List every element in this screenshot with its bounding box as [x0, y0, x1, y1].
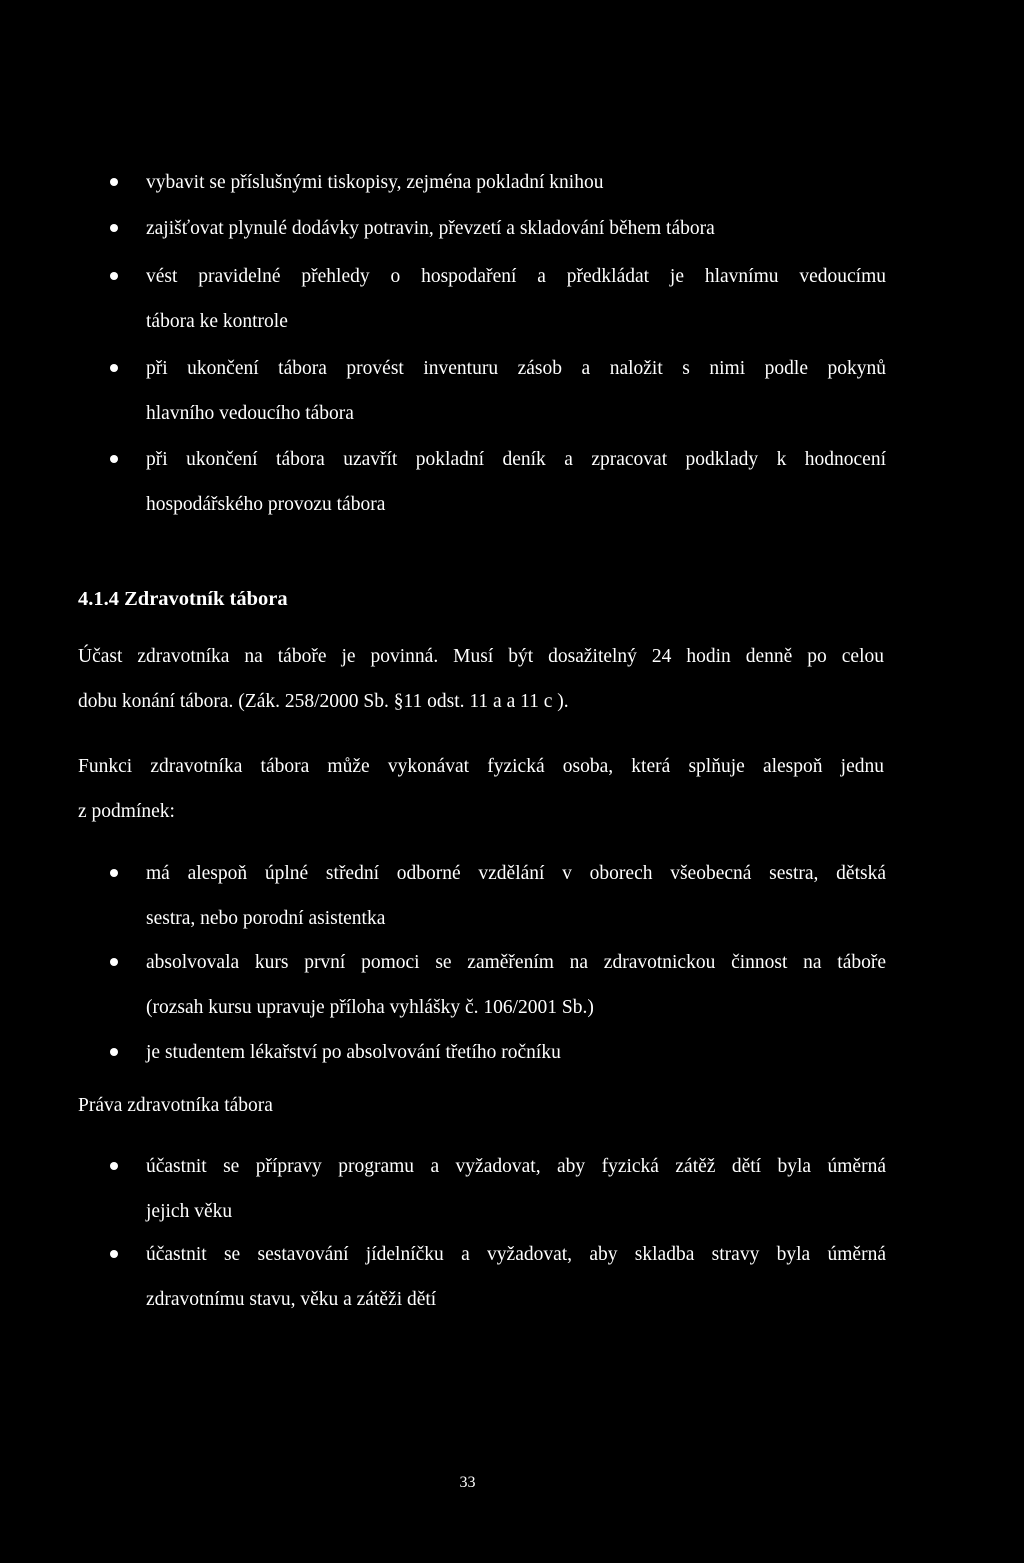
list-item-text: [146, 160, 886, 205]
list-item-text: [146, 206, 886, 251]
list-item-text: [146, 346, 886, 436]
list-item-line: vybavit se příslušnými tiskopisy, zejména pokladní knihou: [146, 172, 604, 193]
list-item-line: má alespoň úplné střední odborné vzdělání v oborech všeobecná sestra, dětská: [146, 863, 886, 884]
list-item-line: jejich věku: [146, 1201, 233, 1222]
list-item-line: absolvovala kurs první pomoci se zaměřením na zdravotnickou činnost na táboře: [146, 952, 886, 973]
list-item-line: je studentem lékařství po absolvování třetího ročníku: [146, 1042, 561, 1063]
paragraph-line: Funkci zdravotníka tábora může vykonávat fyzická osoba, která splňuje alespoň jednu: [78, 756, 884, 777]
list-item-text: [146, 254, 886, 344]
list-item-text: [146, 437, 886, 527]
bullet-dot: [110, 272, 118, 280]
bullet-dot: [110, 224, 118, 232]
paragraph-line: Účast zdravotníka na táboře je povinná. Musí být dosažitelný 24 hodin denně po celou: [78, 646, 884, 667]
bullet-dot: [110, 869, 118, 877]
list-item-line: sestra, nebo porodní asistentka: [146, 908, 386, 929]
bullet-dot: [110, 1048, 118, 1056]
list-item-line: tábora ke kontrole: [146, 311, 288, 332]
list-item-text: [146, 1232, 886, 1322]
list-item-text: [146, 1030, 886, 1075]
bullet-dot: [110, 958, 118, 966]
rights-heading: Práva zdravotníka tábora: [78, 1095, 273, 1116]
list-item-line: vést pravidelné přehledy o hospodaření a předkládat je hlavnímu vedoucímu: [146, 266, 886, 287]
bullet-dot: [110, 1162, 118, 1170]
paragraph-line: z podmínek:: [78, 801, 175, 822]
bullet-dot: [110, 455, 118, 463]
page-number: 33: [459, 1474, 476, 1491]
bullet-dot: [110, 178, 118, 186]
list-item-line: hlavního vedoucího tábora: [146, 403, 354, 424]
list-item-line: při ukončení tábora uzavřít pokladní deník a zpracovat podklady k hodnocení: [146, 449, 886, 470]
list-item-line: při ukončení tábora provést inventuru zásob a naložit s nimi podle pokynů: [146, 358, 886, 379]
list-item-line: účastnit se sestavování jídelníčku a vyžadovat, aby skladba stravy byla úměrná: [146, 1244, 886, 1265]
list-item-text: [146, 851, 886, 941]
list-item-line: (rozsah kursu upravuje příloha vyhlášky č. 106/2001 Sb.): [146, 997, 594, 1018]
list-item-line: účastnit se přípravy programu a vyžadovat, aby fyzická zátěž dětí byla úměrná: [146, 1156, 886, 1177]
bullet-dot: [110, 1250, 118, 1258]
paragraph-qualification: [78, 744, 884, 834]
list-item-line: zajišťovat plynulé dodávky potravin, převzetí a skladování během tábora: [146, 218, 715, 239]
section-heading: 4.1.4 Zdravotník tábora: [78, 588, 288, 610]
list-item-line: zdravotnímu stavu, věku a zátěži dětí: [146, 1289, 437, 1310]
bullet-dot: [110, 364, 118, 372]
list-item-text: [146, 1144, 886, 1234]
paragraph-line: dobu konání tábora. (Zák. 258/2000 Sb. §11 odst. 11 a a 11 c ).: [78, 691, 569, 712]
list-item-text: [146, 940, 886, 1030]
list-item-line: hospodářského provozu tábora: [146, 494, 386, 515]
paragraph-attendance: [78, 634, 884, 724]
